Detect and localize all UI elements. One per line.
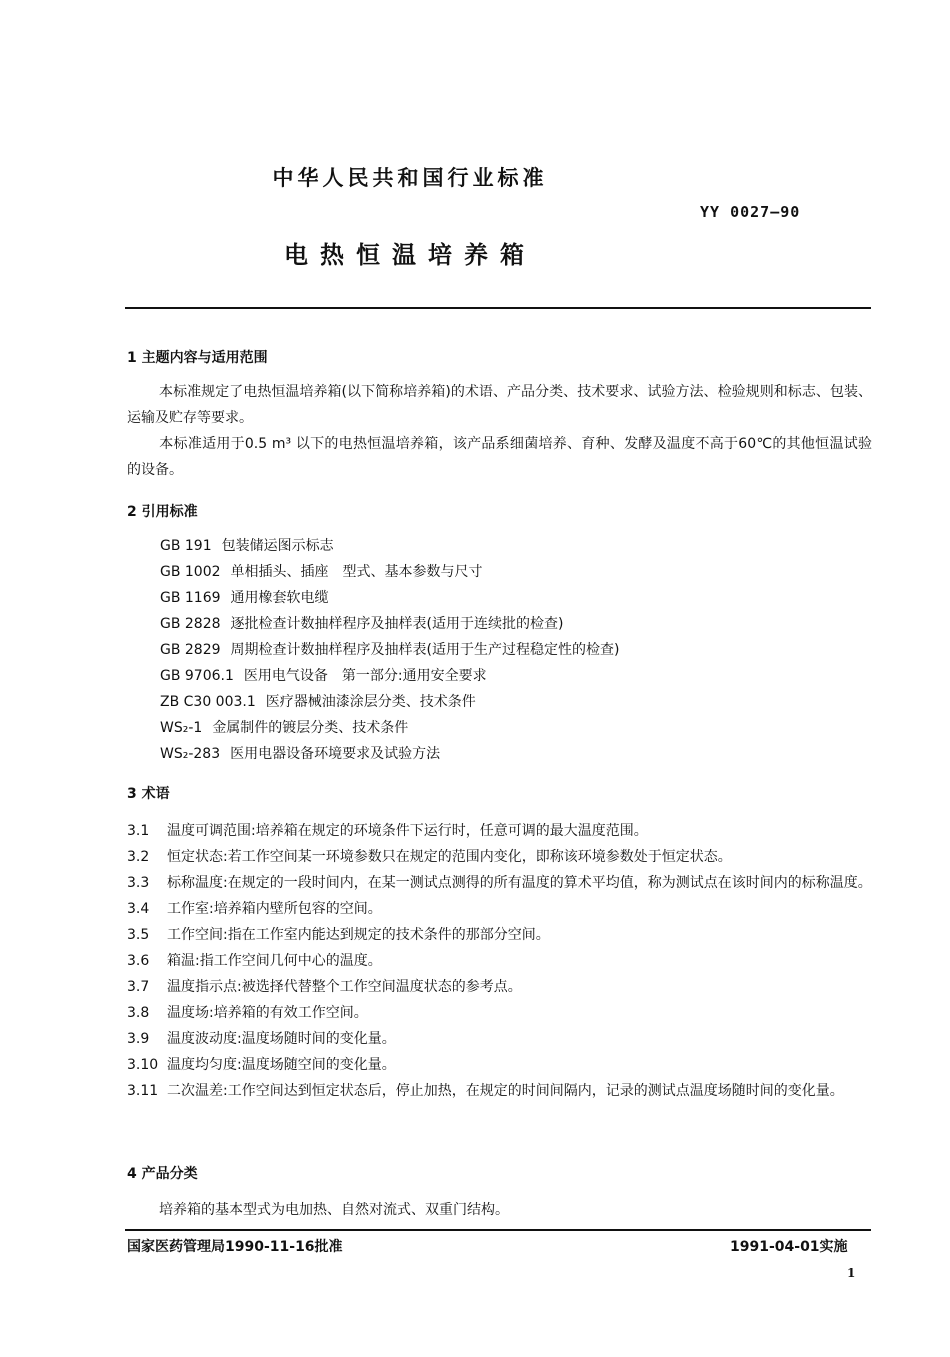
section-2-heading: 2 引用标准	[127, 504, 198, 520]
effective-date: 1991-04-01实施	[730, 1239, 848, 1255]
section-4-paragraph-1-text: 培养箱的基本型式为电加热、自然对流式、双重门结构。	[159, 1202, 509, 1218]
reference-code: ZB C30 003.1	[160, 694, 256, 710]
term-number: 3.4	[127, 901, 150, 917]
reference-code: WS₂-283	[160, 746, 221, 762]
standard-code: YY 0027—90	[700, 203, 801, 221]
section-1-paragraph-2	[127, 431, 872, 483]
term-text: 箱温:指工作空间几何中心的温度。	[167, 953, 382, 969]
term-text: 温度可调范围:培养箱在规定的环境条件下运行时，任意可调的最大温度范围。	[167, 823, 648, 839]
reference-title: 周期检查计数抽样程序及抽样表(适用于生产过程稳定性的检查)	[230, 642, 620, 658]
reference-code: WS₂-1	[160, 720, 203, 736]
section-4-heading: 4 产品分类	[127, 1166, 198, 1182]
reference-item	[160, 715, 619, 741]
term-number: 3.5	[127, 927, 150, 943]
document-title: 电热恒温培养箱	[284, 241, 536, 269]
section-3-heading: 3 术语	[127, 786, 170, 802]
reference-code: GB 191	[160, 538, 212, 554]
reference-title: 金属制件的镀层分类、技术条件	[212, 720, 409, 736]
term-item	[127, 922, 872, 948]
reference-code: GB 2829	[160, 642, 221, 658]
term-text: 工作空间:指在工作室内能达到规定的技术条件的那部分空间。	[167, 927, 550, 943]
term-number: 3.2	[127, 849, 150, 865]
term-item	[127, 896, 872, 922]
reference-code: GB 1002	[160, 564, 221, 580]
page-number: 1	[847, 1266, 856, 1280]
term-text: 工作室:培养箱内壁所包容的空间。	[167, 901, 382, 917]
term-item	[127, 1026, 872, 1052]
reference-title: 逐批检查计数抽样程序及抽样表(适用于连续批的检查)	[230, 616, 564, 632]
section-1-heading: 1 主题内容与适用范围	[127, 350, 268, 366]
term-number: 3.3	[127, 875, 150, 891]
approval-info: 国家医药管理局1990-11-16批准	[127, 1239, 343, 1255]
reference-title: 医用电器设备环境要求及试验方法	[230, 746, 441, 762]
reference-item	[160, 637, 619, 663]
term-number: 3.11	[127, 1083, 159, 1099]
reference-list	[160, 533, 619, 767]
term-text: 温度均匀度:温度场随空间的变化量。	[167, 1057, 396, 1073]
reference-title: 医疗器械油漆涂层分类、技术条件	[265, 694, 476, 710]
term-text: 标称温度:在规定的一段时间内，在某一测试点测得的所有温度的算术平均值，称为测试点在该时间内的标称温度。	[167, 875, 872, 891]
term-number: 3.1	[127, 823, 150, 839]
section-1-paragraph-1	[127, 379, 872, 431]
reference-item	[160, 663, 619, 689]
term-text: 二次温差:工作空间达到恒定状态后，停止加热，在规定的时间间隔内，记录的测试点温度场随时间的变化量。	[167, 1083, 844, 1099]
section-1-paragraph-2-text: 本标准适用于0.5 m³ 以下的电热恒温培养箱，该产品系细菌培养、育种、发酵及温度不高于60℃的其他恒温试验的设备。	[127, 436, 872, 478]
term-number: 3.8	[127, 1005, 150, 1021]
reference-item	[160, 611, 619, 637]
term-text: 温度场:培养箱的有效工作空间。	[167, 1005, 368, 1021]
term-number: 3.9	[127, 1031, 150, 1047]
term-item	[127, 1000, 872, 1026]
reference-item	[160, 533, 619, 559]
reference-code: GB 1169	[160, 590, 221, 606]
section-1-paragraph-1-text: 本标准规定了电热恒温培养箱(以下简称培养箱)的术语、产品分类、技术要求、试验方法、检验规则和标志、包装、运输及贮存等要求。	[127, 384, 872, 426]
reference-code: GB 9706.1	[160, 668, 234, 684]
term-item	[127, 974, 872, 1000]
reference-item	[160, 559, 619, 585]
terms-list	[127, 818, 872, 1104]
term-number: 3.7	[127, 979, 150, 995]
reference-item	[160, 741, 619, 767]
reference-item	[160, 585, 619, 611]
term-text: 温度指示点:被选择代替整个工作空间温度状态的参考点。	[167, 979, 522, 995]
term-item	[127, 948, 872, 974]
reference-title: 包装储运图示标志	[221, 538, 334, 554]
term-text: 恒定状态:若工作空间某一环境参数只在规定的范围内变化，即称该环境参数处于恒定状态。	[167, 849, 732, 865]
term-text: 温度波动度:温度场随时间的变化量。	[167, 1031, 396, 1047]
reference-title: 通用橡套软电缆	[230, 590, 329, 606]
term-item	[127, 1052, 872, 1078]
header-divider	[125, 307, 871, 309]
agency-title: 中华人民共和国行业标准	[272, 166, 548, 190]
reference-title: 单相插头、插座 型式、基本参数与尺寸	[230, 564, 483, 580]
term-item	[127, 1078, 872, 1104]
term-item	[127, 870, 872, 896]
reference-item	[160, 689, 619, 715]
term-number: 3.6	[127, 953, 150, 969]
footer-divider	[125, 1229, 871, 1231]
reference-code: GB 2828	[160, 616, 221, 632]
term-number: 3.10	[127, 1057, 159, 1073]
reference-title: 医用电气设备 第一部分:通用安全要求	[243, 668, 487, 684]
section-4-paragraph-1	[127, 1197, 872, 1223]
term-item	[127, 818, 872, 844]
term-item	[127, 844, 872, 870]
